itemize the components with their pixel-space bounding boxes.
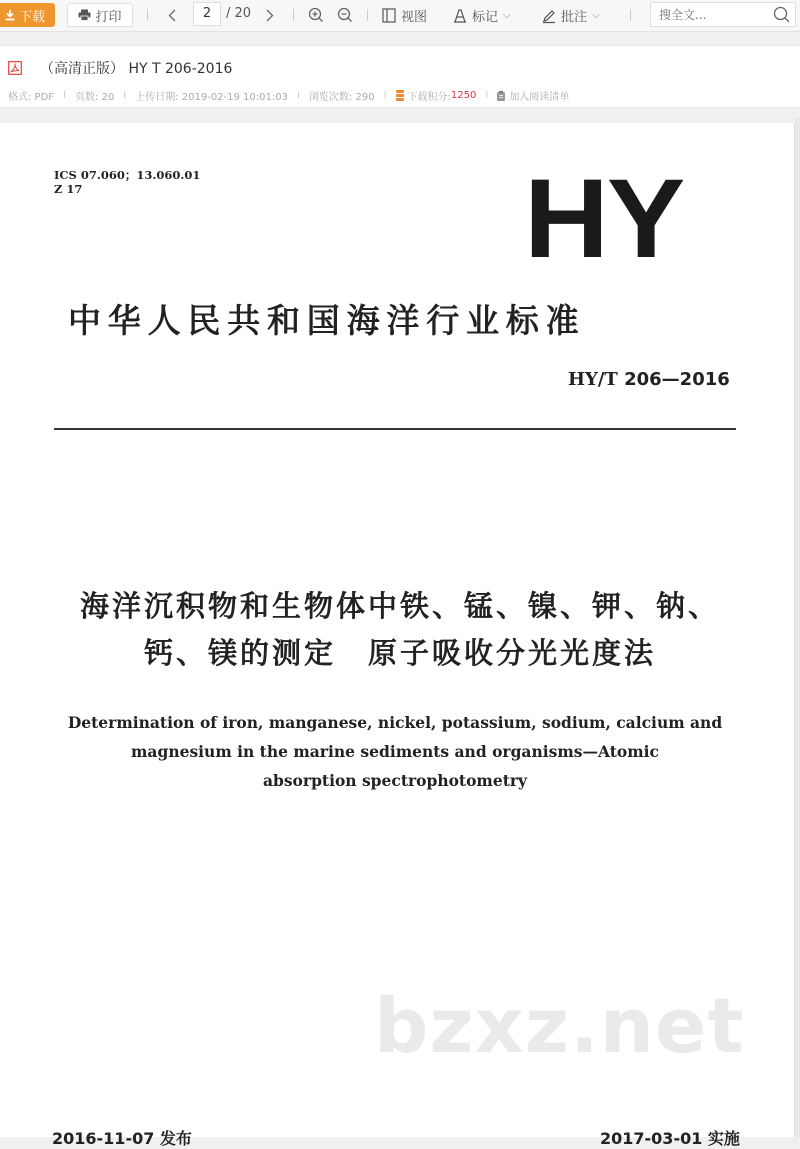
divider <box>293 9 294 21</box>
pages-label: 页数: 20 <box>74 92 115 103</box>
english-title-line-2: magnesium in the marine sediments and organisms—Atomic <box>131 742 659 761</box>
divider <box>147 9 148 21</box>
document-title-text: （高清正版） HY T 206-2016 <box>40 61 233 77</box>
chevron-down-icon: ⌵ <box>503 10 511 21</box>
print-button[interactable] <box>67 3 133 27</box>
page-total: / 20 <box>226 6 252 21</box>
annotate-label: 批注 <box>561 10 588 25</box>
chinese-title-line-1: 海洋沉积物和生物体中铁、锰、镍、钾、钠、 <box>79 589 720 623</box>
document-title <box>8 58 232 78</box>
zoom-out-button[interactable] <box>335 5 355 25</box>
zoom-in-button[interactable] <box>306 5 326 25</box>
mark-button[interactable] <box>453 6 511 25</box>
highlight-icon <box>453 9 467 23</box>
mark-label: 标记 <box>472 10 499 25</box>
pen-icon <box>542 9 556 23</box>
document-meta <box>8 88 569 103</box>
search-icon[interactable] <box>773 6 790 23</box>
ics-classification <box>54 168 200 196</box>
search-input[interactable] <box>659 3 769 26</box>
english-title <box>0 708 790 795</box>
zoom-out-icon <box>337 7 353 23</box>
chevron-down-icon: ⌵ <box>592 10 600 21</box>
annotate-button[interactable] <box>542 6 600 25</box>
scrollbar[interactable] <box>795 118 800 1137</box>
divider <box>367 9 368 21</box>
standard-code-prefix: HY/T <box>568 369 625 390</box>
download-icon <box>4 9 16 21</box>
view-layout-icon <box>382 8 396 23</box>
points-value: 1250 <box>450 90 477 101</box>
document-info-panel <box>0 45 800 108</box>
release-date: 2016-11-07 发布 <box>52 1129 192 1148</box>
divider-rule <box>54 428 736 430</box>
add-reading-list-label: 加入阅读清单 <box>509 92 570 103</box>
prev-page-button[interactable] <box>163 4 181 26</box>
chinese-title-line-2: 钙、镁的测定 原子吸收分光光度法 <box>143 636 656 670</box>
coins-icon <box>396 90 404 101</box>
pdf-icon <box>8 61 22 75</box>
page-number-input[interactable]: 2 <box>193 2 221 26</box>
implement-date: 2017-03-01 实施 <box>600 1129 740 1148</box>
download-label: 下载 <box>18 9 45 25</box>
divider: I <box>383 90 387 101</box>
clipboard-icon <box>497 91 505 101</box>
english-title-line-1: Determination of iron, manganese, nickel, potassium, sodium, calcium and <box>67 713 723 732</box>
chevron-right-icon <box>266 9 274 22</box>
view-label: 视图 <box>401 10 428 25</box>
zoom-in-icon <box>308 7 324 23</box>
standard-title: 中华人民共和国海洋行业标准 <box>68 301 586 340</box>
standard-code <box>568 369 730 390</box>
next-page-button[interactable] <box>261 4 279 26</box>
chinese-title <box>0 583 800 677</box>
hy-logo: HY <box>524 156 684 281</box>
format-label: 格式: PDF <box>8 92 55 103</box>
view-button[interactable] <box>382 6 427 25</box>
divider: I <box>63 90 66 101</box>
standard-code-number: 206—2016 <box>624 369 730 390</box>
divider: I <box>123 90 127 101</box>
print-label: 打印 <box>95 9 122 25</box>
views-label: 浏览次数: 290 <box>308 92 375 103</box>
divider: I <box>485 90 489 101</box>
points-label: 下载积分: <box>407 92 451 103</box>
watermark: bzxz.net <box>374 981 745 1070</box>
divider: I <box>296 90 300 101</box>
divider <box>630 9 631 21</box>
download-button[interactable] <box>0 3 55 27</box>
search-box[interactable] <box>650 2 796 27</box>
ics-code: ICS 07.060；13.060.01 <box>54 168 201 182</box>
toolbar <box>0 0 800 32</box>
document-page <box>0 123 795 1148</box>
english-title-line-3: absorption spectrophotometry <box>262 771 528 790</box>
add-reading-list-button[interactable] <box>497 88 569 103</box>
printer-icon <box>78 9 91 21</box>
upload-date-label: 上传日期: 2019-02-19 10:01:03 <box>135 92 288 103</box>
z-code: Z 17 <box>54 182 83 196</box>
chevron-left-icon <box>168 9 176 22</box>
